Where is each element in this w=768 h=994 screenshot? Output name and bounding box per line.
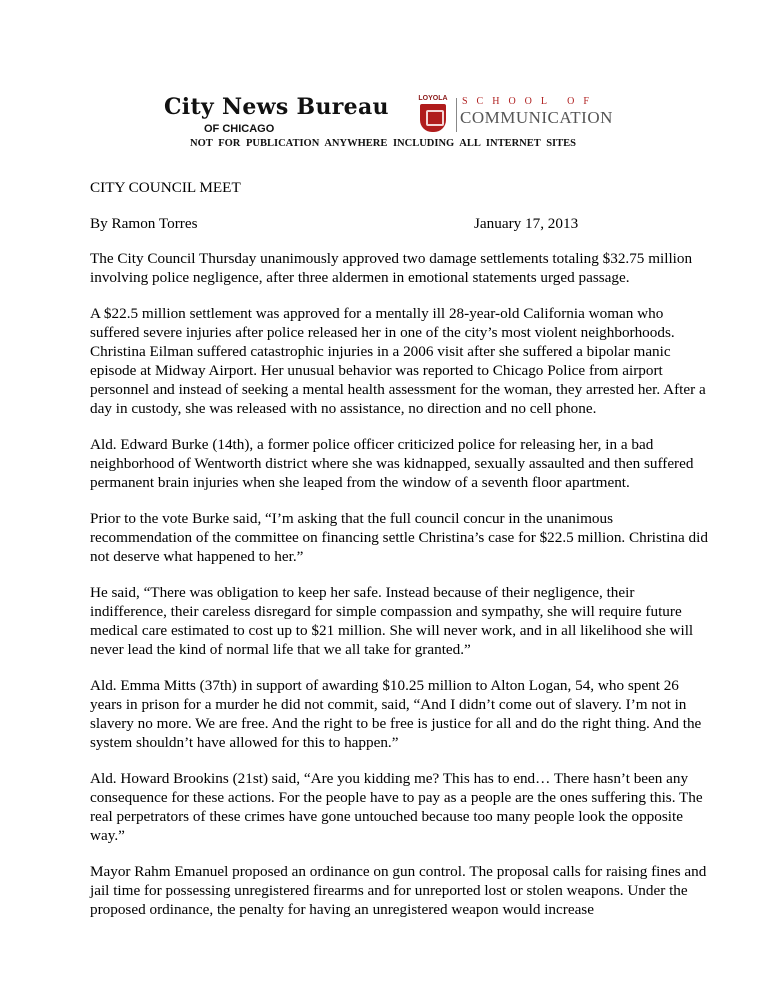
article-slug: CITY COUNCIL MEET: [90, 179, 241, 196]
paragraph: Mayor Rahm Emanuel proposed an ordinance on gun control. The proposal calls for raising fines and jail time for possessing unregistered firearms and for unreported lost or stolen weapons. Under the proposed ordinance, the penalty for having an unregistered weapon would increase: [90, 863, 707, 918]
byline: [90, 214, 710, 233]
publication-notice: NOT FOR PUBLICATION ANYWHERE INCLUDING ALL INTERNET SITES: [190, 138, 576, 149]
paragraph: A $22.5 million settlement was approved for a mentally ill 28-year-old California woman who suffered severe injuries after police released her in one of the city’s most violent neighborhoods. Christina Eilman suffered catastrophic injuries in a 2006 visit after she suffered a bipolar manic episode at Midway Airport. Her unusual behavior was reported to Chicago Police from airport personnel and instead of seeking a mental health assessment for the woman, they arrested her. After a day in custody, she was released with no assistance, no direction and no cell phone.: [90, 305, 706, 417]
shield-icon: [420, 104, 446, 132]
paragraph: The City Council Thursday unanimously approved two damage settlements totaling $32.75 million involving police negligence, after three aldermen in emotional statements urged passage.: [90, 250, 693, 286]
paragraph: He said, “There was obligation to keep her safe. Instead because of their negligence, their indifference, their careless disregard for simple compassion and sympathy, she will require future medical care estimated to cost up to $21 million. She will never work, and in all likelihood she will never lead the kind of normal life that we all take for granted.”: [90, 584, 694, 658]
bureau-logo-subtitle: OF CHICAGO: [204, 123, 275, 135]
article-date: January 17, 2013: [474, 215, 579, 232]
paragraph: Ald. Howard Brookins (21st) said, “Are you kidding me? This has to end… There hasn’t been any consequence for these actions. For the people have to pay as a people are the ones suffering this. The real perpetrators of these crimes have gone untouched because too many people look the opposite way.”: [90, 770, 703, 844]
bureau-logo-title: City News Bureau: [164, 94, 389, 120]
paragraph: Ald. Edward Burke (14th), a former police officer criticized police for releasing her, in a bad neighborhood of Wentworth district where she was kidnapped, sexually assaulted and then suffered permanent brain injuries when she leaped from the window of a seventh floor apartment.: [90, 436, 694, 491]
paragraph: Ald. Emma Mitts (37th) in support of awarding $10.25 million to Alton Logan, 54, who spent 26 years in prison for a murder he did not commit, said, “And I didn’t come out of slavery. I’m not in slavery no more. We are free. And the right to be free is justice for all and do the right thing. And the system shouldn’t have allowed for this to happen.”: [90, 677, 702, 751]
seal-label: LOYOLA: [418, 95, 448, 102]
letterhead: [160, 92, 613, 152]
logo-divider: [456, 98, 457, 132]
school-of-label: SCHOOL OF: [462, 96, 598, 107]
communication-label: COMMUNICATION: [460, 108, 613, 127]
author: By Ramon Torres: [90, 215, 198, 232]
loyola-seal-icon: [416, 94, 450, 132]
paragraph: Prior to the vote Burke said, “I’m asking that the full council concur in the unanimous recommendation of the committee on financing settle Christina’s case for $22.5 million. Christina did not deserve what happened to her.”: [90, 510, 708, 565]
article-body: [90, 178, 710, 936]
